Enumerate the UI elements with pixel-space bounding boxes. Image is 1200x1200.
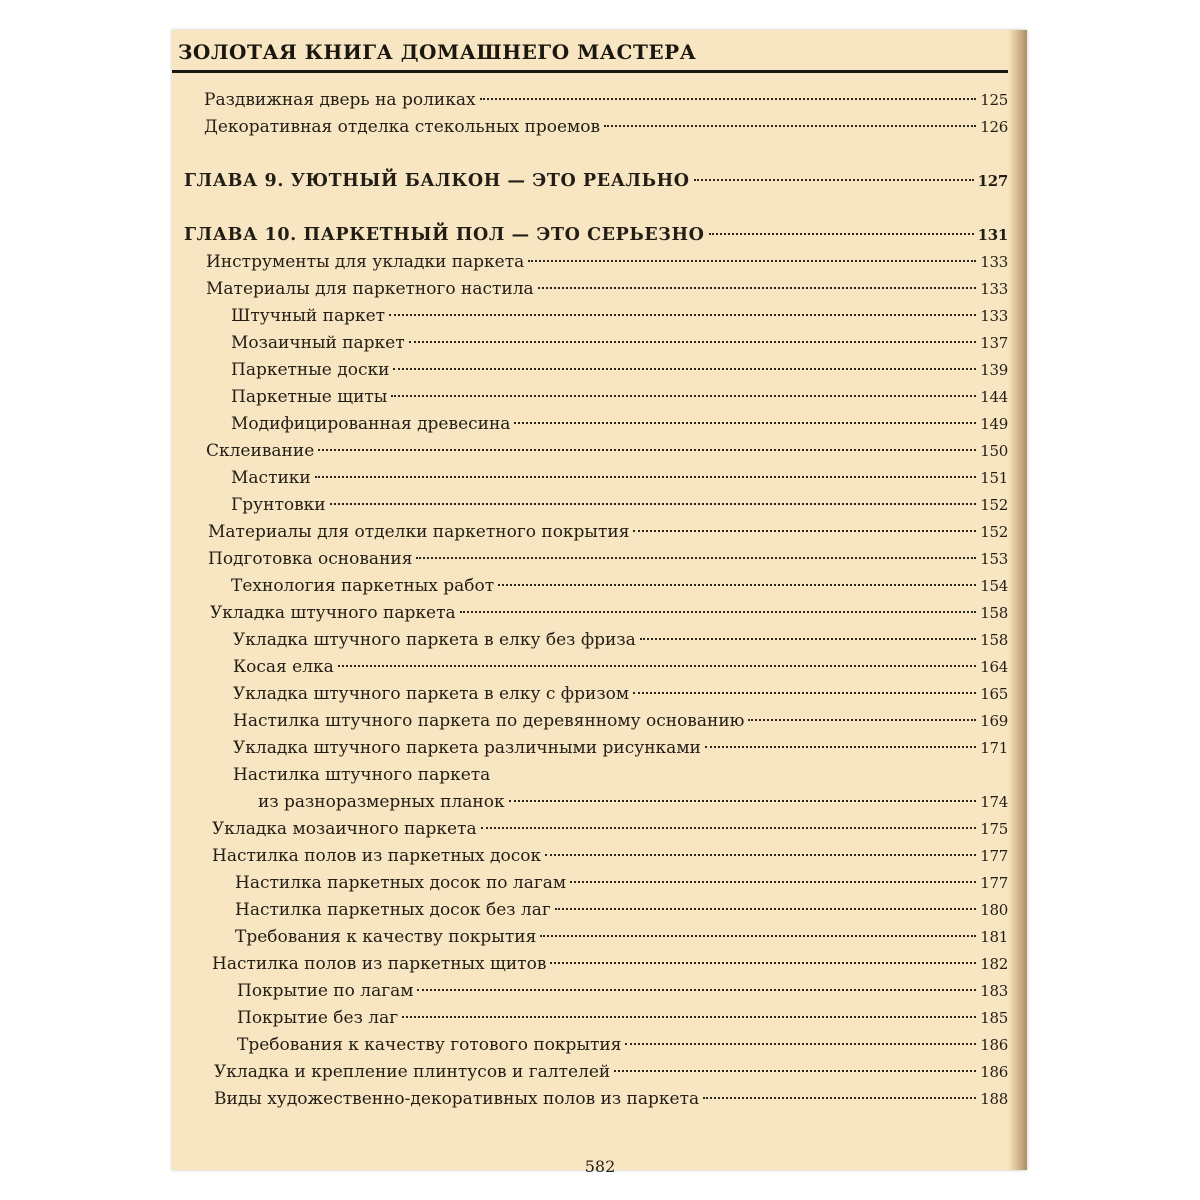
toc-entry-label: Мастики xyxy=(231,468,311,488)
dot-leader xyxy=(416,557,976,559)
toc-entry xyxy=(206,249,1008,275)
toc-page-number: 174 xyxy=(980,793,1008,811)
chapter-title: ГЛАВА 10. ПАРКЕТНЫЙ ПОЛ — ЭТО СЕРЬЕЗНО xyxy=(184,225,705,245)
toc-page-number: 139 xyxy=(980,361,1008,379)
toc-entry-label: из разноразмерных планок xyxy=(258,792,505,812)
toc-entry xyxy=(208,546,1008,572)
toc-entry xyxy=(233,627,1008,653)
dot-leader xyxy=(540,935,976,937)
toc-entry-label: Требования к качеству покрытия xyxy=(235,927,537,947)
dot-leader xyxy=(633,692,976,694)
toc-entry xyxy=(212,843,1008,869)
dot-leader xyxy=(391,395,976,397)
dot-leader xyxy=(481,827,977,829)
toc-entry-label: Покрытие без лаг xyxy=(237,1008,399,1028)
toc-entry-label: Настилка паркетных досок без лаг xyxy=(235,900,551,920)
toc-page-number: 133 xyxy=(980,280,1008,298)
toc-entry xyxy=(233,681,1008,707)
toc-entry xyxy=(235,897,1008,923)
toc-entry-label: Декоративная отделка стекольных проемов xyxy=(204,117,601,137)
toc-entry xyxy=(237,1005,1008,1031)
toc-entry-label: Укладка мозаичного паркета xyxy=(212,819,477,839)
toc-entry xyxy=(233,708,1008,734)
toc-page-number: 164 xyxy=(980,658,1008,676)
toc-page-number: 154 xyxy=(980,577,1008,595)
toc-entry-label: Материалы для отделки паркетного покрытия xyxy=(208,522,630,542)
dot-leader xyxy=(318,449,976,451)
toc-entry-label: Технология паркетных работ xyxy=(231,576,495,596)
toc-page-number: 186 xyxy=(980,1036,1008,1054)
toc-page-number: 137 xyxy=(980,334,1008,352)
toc-entry xyxy=(235,870,1008,896)
toc-entry xyxy=(231,357,1008,383)
dot-leader xyxy=(509,800,977,802)
toc-entry xyxy=(208,519,1008,545)
toc-entry-label: Настилка полов из паркетных досок xyxy=(212,846,542,866)
toc-entry-label: Подготовка основания xyxy=(208,549,413,569)
dot-leader xyxy=(633,530,976,532)
dot-leader xyxy=(545,854,976,856)
toc-page-number: 133 xyxy=(980,253,1008,271)
running-head: ЗОЛОТАЯ КНИГА ДОМАШНЕГО МАСТЕРА xyxy=(178,40,697,64)
dot-leader xyxy=(604,125,976,127)
dot-leader xyxy=(570,881,976,883)
toc-page-number: 177 xyxy=(980,847,1008,865)
dot-leader xyxy=(555,908,976,910)
toc-page-number: 152 xyxy=(980,496,1008,514)
toc-entry-label: Раздвижная дверь на роликах xyxy=(204,90,476,110)
toc-page-number: 151 xyxy=(980,469,1008,487)
dot-leader xyxy=(330,503,977,505)
toc-entry xyxy=(237,1032,1008,1058)
toc-page-number: 158 xyxy=(980,631,1008,649)
toc-page-number: 152 xyxy=(980,523,1008,541)
toc-entry xyxy=(231,573,1008,599)
toc-entry-label: Модифицированная древесина xyxy=(231,414,511,434)
toc-entry xyxy=(204,87,1008,113)
dot-leader xyxy=(550,962,976,964)
toc-entry xyxy=(214,1059,1008,1085)
toc-entry xyxy=(233,735,1008,761)
dot-leader xyxy=(538,287,977,289)
toc-entry-label: Укладка штучного паркета в елку с фризом xyxy=(233,684,630,704)
page-number: 582 xyxy=(584,1157,616,1176)
toc-entry-label: Настилка штучного паркета по деревянному основанию xyxy=(233,711,745,731)
toc-entry xyxy=(231,492,1008,518)
toc-chapter xyxy=(184,168,1008,194)
toc-entry-label: Настилка паркетных досок по лагам xyxy=(235,873,567,893)
toc-entry xyxy=(258,789,1008,815)
toc-entry-label: Паркетные щиты xyxy=(231,387,388,407)
dot-leader xyxy=(748,719,976,721)
toc-page-number: 169 xyxy=(980,712,1008,730)
toc-page-number: 177 xyxy=(980,874,1008,892)
toc-page-number: 186 xyxy=(980,1063,1008,1081)
toc-page-number: 171 xyxy=(980,739,1008,757)
dot-leader xyxy=(338,665,976,667)
toc-entry-label: Инструменты для укладки паркета xyxy=(206,252,525,272)
toc-entry xyxy=(212,816,1008,842)
toc-entry-label: Покрытие по лагам xyxy=(237,981,414,1001)
toc-entry xyxy=(204,114,1008,140)
dot-leader xyxy=(460,611,977,613)
toc-entry xyxy=(206,438,1008,464)
toc-page-number: 183 xyxy=(980,982,1008,1000)
toc-chapter xyxy=(184,222,1008,248)
toc-entry xyxy=(212,951,1008,977)
toc-entry xyxy=(214,1086,1008,1112)
toc-page-number: 175 xyxy=(980,820,1008,838)
toc-entry-label: Укладка штучного паркета xyxy=(210,603,456,623)
dot-leader xyxy=(528,260,976,262)
toc-entry-label: Паркетные доски xyxy=(231,360,390,380)
toc-page-number: 133 xyxy=(980,307,1008,325)
dot-leader xyxy=(498,584,976,586)
toc-entry xyxy=(231,303,1008,329)
toc-page-number: 149 xyxy=(980,415,1008,433)
dot-leader xyxy=(709,233,974,235)
toc-entry-label: Мозаичный паркет xyxy=(231,333,405,353)
toc-entry xyxy=(237,978,1008,1004)
dot-leader xyxy=(514,422,976,424)
dot-leader xyxy=(480,98,977,100)
toc-entry xyxy=(231,411,1008,437)
toc-page-number: 185 xyxy=(980,1009,1008,1027)
toc-entry xyxy=(231,465,1008,491)
dot-leader xyxy=(703,1097,976,1099)
toc-entry-label: Настилка полов из паркетных щитов xyxy=(212,954,547,974)
dot-leader xyxy=(625,1043,976,1045)
toc-page-number: 181 xyxy=(980,928,1008,946)
dot-leader xyxy=(640,638,976,640)
toc-entry xyxy=(210,600,1008,626)
toc-entry-label: Грунтовки xyxy=(231,495,326,515)
toc-entry-label: Виды художественно-декоративных полов из паркета xyxy=(214,1089,700,1109)
toc-entry-label: Требования к качеству готового покрытия xyxy=(237,1035,622,1055)
toc-entry xyxy=(235,924,1008,950)
toc-entry-label: Укладка и крепление плинтусов и галтелей xyxy=(214,1062,611,1082)
dot-leader xyxy=(409,341,977,343)
dot-leader xyxy=(694,179,974,181)
toc-entry xyxy=(206,276,1008,302)
toc-page-number: 153 xyxy=(980,550,1008,568)
toc-page-number: 180 xyxy=(980,901,1008,919)
toc-page-number: 125 xyxy=(980,91,1008,109)
toc-entry-label: Косая елка xyxy=(233,657,334,677)
toc-page-number: 144 xyxy=(980,388,1008,406)
toc-page-number: 131 xyxy=(977,226,1008,244)
dot-leader xyxy=(417,989,976,991)
dot-leader xyxy=(393,368,976,370)
dot-leader xyxy=(614,1070,976,1072)
toc-entry-label: Материалы для паркетного настила xyxy=(206,279,534,299)
toc-entry-label: Склеивание xyxy=(206,441,315,461)
dot-leader xyxy=(705,746,976,748)
dot-leader xyxy=(315,476,977,478)
toc-page-number: 188 xyxy=(980,1090,1008,1108)
toc-entry-label: Укладка штучного паркета в елку без фриза xyxy=(233,630,636,650)
toc-entry-label: Настилка штучного паркета xyxy=(233,765,491,785)
toc-entry xyxy=(231,384,1008,410)
toc-page-number: 182 xyxy=(980,955,1008,973)
chapter-title: ГЛАВА 9. УЮТНЫЙ БАЛКОН — ЭТО РЕАЛЬНО xyxy=(184,171,690,191)
toc-entry-label: Штучный паркет xyxy=(231,306,386,326)
toc-entry xyxy=(233,654,1008,680)
toc-entry xyxy=(231,330,1008,356)
dot-leader xyxy=(402,1016,976,1018)
toc-page-number: 127 xyxy=(977,172,1008,190)
toc-page-number: 158 xyxy=(980,604,1008,622)
toc-entry-label: Укладка штучного паркета различными рисунками xyxy=(233,738,701,758)
toc-page-number: 126 xyxy=(980,118,1008,136)
toc-page-number: 165 xyxy=(980,685,1008,703)
dot-leader xyxy=(389,314,976,316)
toc-page-number: 150 xyxy=(980,442,1008,460)
